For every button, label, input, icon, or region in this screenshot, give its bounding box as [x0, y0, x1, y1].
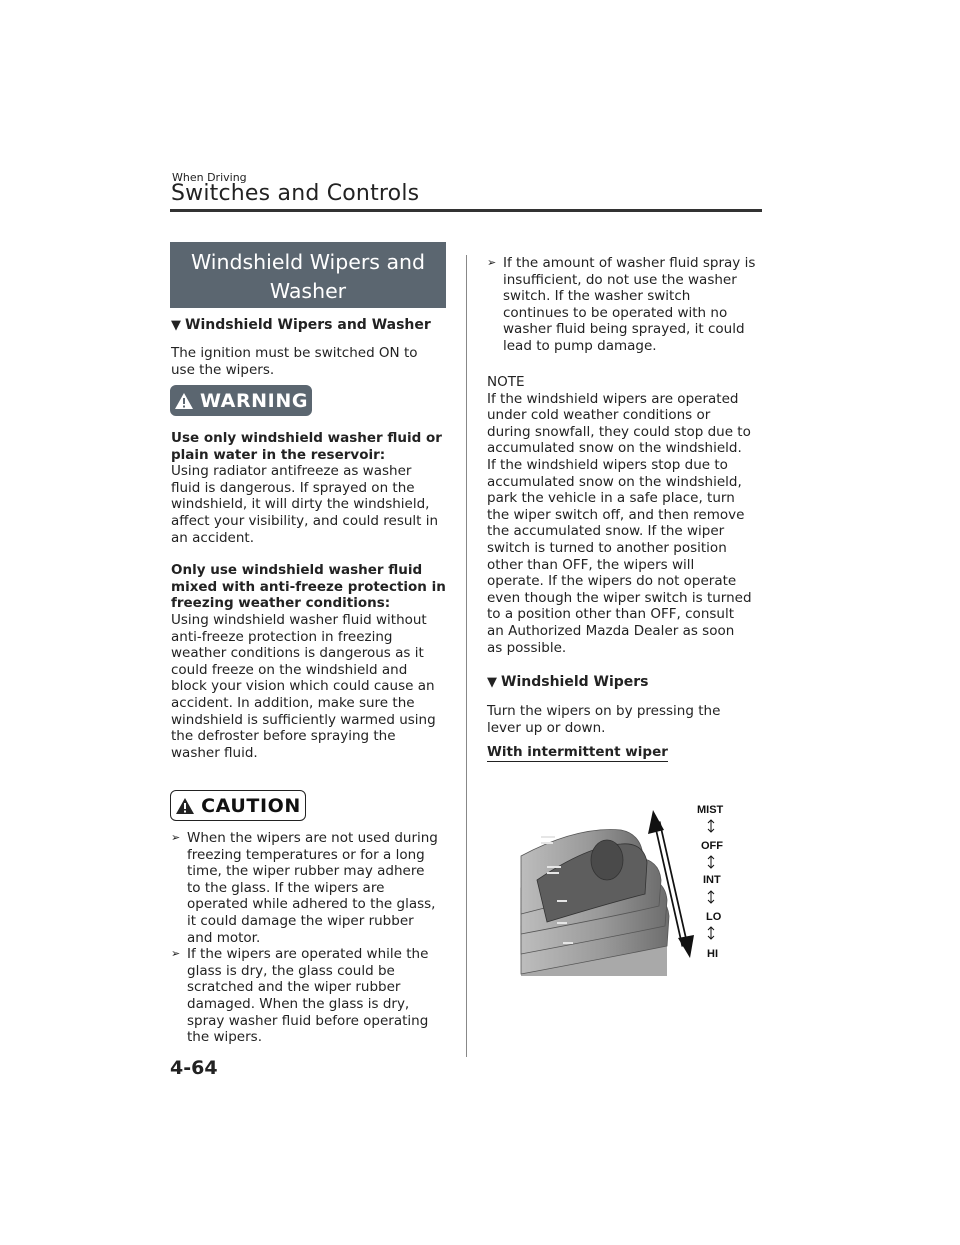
note-label: NOTE — [487, 374, 525, 390]
intermittent-wiper-title: With intermittent wiper — [487, 744, 668, 760]
note-block — [487, 374, 767, 656]
warning2-heading: Only use windshield washer fluid mixed with anti-freeze protection in freezing weather conditions: — [171, 562, 446, 612]
subheading-windshield-wipers: ▼ Windshield Wipers — [487, 674, 649, 690]
section-label: When Driving — [172, 171, 247, 184]
lever-knob — [591, 840, 623, 880]
triangle-down-icon: ▼ — [487, 675, 497, 690]
section-title-line: Washer — [269, 279, 347, 303]
caution-item: ➢ If the amount of washer fluid spray is insufficient, do not use the washer switch. If the washer switch continues to be operated with no washer fluid being sprayed, it could lead to pump damage. — [487, 255, 767, 355]
caution-icon — [175, 797, 195, 815]
section-title-line: Windshield Wipers and — [190, 250, 426, 274]
label-off: OFF — [701, 840, 723, 852]
warning2-text: Using windshield washer fluid without anti-freeze protection in freezing weather conditions is dangerous as it could freeze on the windshield and block your vision which could cause an accident. In addition, make sure the windshield is sufficiently warmed using the defroster before spraying the washer fluid. — [171, 611, 436, 761]
label-lo: LO — [706, 911, 722, 923]
warning-content — [171, 430, 451, 761]
caution-item: ➢ If the wipers are operated while the glass is dry, the glass could be scratched and the wiper rubber damaged. When the glass is dry, spray washer fluid before operating the wipers. — [171, 946, 456, 1046]
warning-icon — [174, 392, 194, 410]
subheading-wipers-and-washer: ▼ Windshield Wipers and Washer — [171, 317, 431, 333]
caution-list — [171, 830, 456, 1046]
label-int: INT — [703, 874, 721, 886]
wiper-lever-figure — [517, 796, 742, 976]
wipers-paragraph: Turn the wipers on by pressing the lever up or down. — [487, 703, 721, 736]
triangle-down-icon: ▼ — [171, 318, 181, 333]
label-hi: HI — [707, 948, 718, 960]
warning1-heading: Use only windshield washer fluid or plain water in the reservoir: — [171, 430, 442, 463]
section-title-box — [170, 242, 446, 308]
warning-box: WARNING — [170, 385, 312, 416]
page-heading: Switches and Controls — [171, 181, 420, 206]
heading-rule — [170, 209, 762, 212]
warning1-text: Using radiator antifreeze as washer fluid is dangerous. If sprayed on the windshield, it will dirty the windshield, affect your visibility, and could result in an accident. — [171, 463, 439, 546]
caution-item: ➢ When the wipers are not used during freezing temperatures or for a long time, the wiper rubber may adhere to the glass. If the wipers are operated while adhered to the glass, it could damage the wiper rubber and motor. — [171, 830, 456, 946]
caution-box: CAUTION — [170, 790, 306, 821]
note-text: If the windshield wipers are operated under cold weather conditions or during snowfall, they could stop due to accumulated snow on the windshield. If the windshield wipers stop due to accumulated snow on the windshield, park the vehicle in a safe place, turn the wiper switch off, and then remove the accumulated snow. If the wiper switch is turned to another position other than OFF, the wipers will operate. If the wipers do not operate even though the wiper switch is turned to a position other than OFF, consult an Authorized Mazda Dealer as soon as possible. — [487, 390, 752, 656]
page-number: 4-64 — [170, 1057, 218, 1079]
column-divider — [466, 255, 467, 1057]
intro-paragraph: The ignition must be switched ON to use the wipers. — [171, 345, 418, 378]
caution-list-continued — [487, 255, 767, 355]
label-mist: MIST — [697, 804, 724, 816]
